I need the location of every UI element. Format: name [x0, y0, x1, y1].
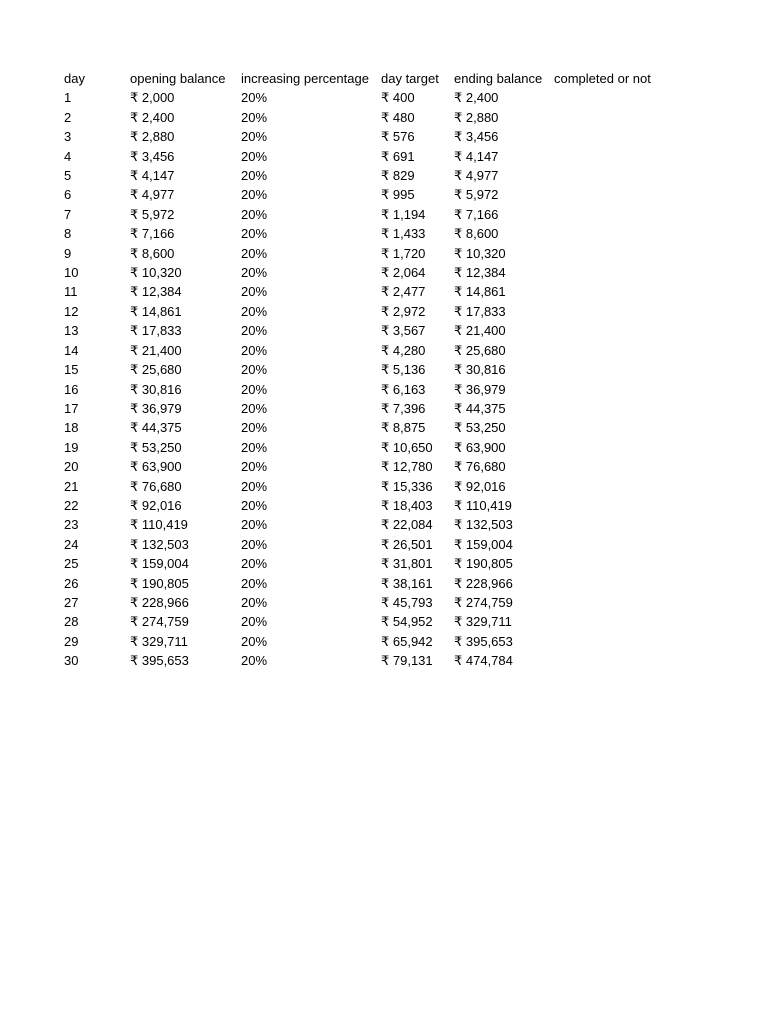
cell-day-target: ₹ 10,650 [381, 439, 433, 455]
cell-completed-or-not [554, 321, 694, 340]
table-row [64, 321, 694, 340]
cell-ending-balance: ₹ 30,816 [454, 362, 506, 378]
cell-increasing-percentage: 20% [241, 265, 268, 281]
cell-increasing-percentage: 20% [241, 536, 268, 552]
table-body [64, 88, 694, 670]
cell-increasing-percentage: 20% [241, 90, 268, 106]
cell-ending-balance: ₹ 7,166 [454, 206, 499, 222]
cell-day: 16 [64, 381, 79, 397]
cell-completed-or-not [554, 205, 694, 224]
cell-day-target: ₹ 3,567 [381, 323, 426, 339]
cell-opening-balance: ₹ 30,816 [130, 381, 182, 397]
cell-opening-balance: ₹ 5,972 [130, 206, 175, 222]
table-row [64, 496, 694, 515]
cell-day: 9 [64, 245, 72, 261]
cell-day: 15 [64, 362, 79, 378]
cell-completed-or-not [554, 651, 694, 670]
cell-day-target: ₹ 18,403 [381, 497, 433, 513]
cell-completed-or-not [554, 457, 694, 476]
cell-day-target: ₹ 1,433 [381, 226, 426, 242]
table-row [64, 185, 694, 204]
cell-opening-balance: ₹ 4,977 [130, 187, 175, 203]
cell-completed-or-not [554, 244, 694, 263]
table-row [64, 554, 694, 573]
cell-ending-balance: ₹ 92,016 [454, 478, 506, 494]
cell-ending-balance: ₹ 132,503 [454, 517, 513, 533]
cell-opening-balance: ₹ 329,711 [130, 633, 188, 649]
cell-increasing-percentage: 20% [241, 109, 268, 125]
cell-increasing-percentage: 20% [241, 497, 268, 513]
cell-ending-balance: ₹ 44,375 [454, 400, 506, 416]
cell-ending-balance: ₹ 14,861 [454, 284, 506, 300]
cell-day: 7 [64, 206, 72, 222]
cell-ending-balance: ₹ 159,004 [454, 536, 513, 552]
cell-opening-balance: ₹ 36,979 [130, 400, 182, 416]
cell-opening-balance: ₹ 2,000 [130, 90, 175, 106]
cell-day: 26 [64, 575, 79, 591]
cell-ending-balance: ₹ 190,805 [454, 556, 513, 572]
cell-completed-or-not [554, 88, 694, 107]
cell-increasing-percentage: 20% [241, 633, 268, 649]
cell-day: 24 [64, 536, 79, 552]
cell-completed-or-not [554, 185, 694, 204]
cell-completed-or-not [554, 147, 694, 166]
cell-increasing-percentage: 20% [241, 206, 268, 222]
cell-increasing-percentage: 20% [241, 245, 268, 261]
cell-completed-or-not [554, 360, 694, 379]
cell-day-target: ₹ 2,477 [381, 284, 426, 300]
cell-day: 20 [64, 459, 79, 475]
cell-ending-balance: ₹ 110,419 [454, 497, 512, 513]
cell-ending-balance: ₹ 395,653 [454, 633, 513, 649]
header-day: day [64, 71, 85, 86]
table-row [64, 418, 694, 437]
cell-opening-balance: ₹ 2,400 [130, 109, 175, 125]
cell-opening-balance: ₹ 274,759 [130, 614, 189, 630]
cell-ending-balance: ₹ 8,600 [454, 226, 499, 242]
cell-increasing-percentage: 20% [241, 517, 268, 533]
cell-ending-balance: ₹ 63,900 [454, 439, 506, 455]
cell-ending-balance: ₹ 10,320 [454, 245, 506, 261]
cell-day: 23 [64, 517, 79, 533]
table-row [64, 399, 694, 418]
cell-completed-or-not [554, 380, 694, 399]
cell-ending-balance: ₹ 76,680 [454, 459, 506, 475]
cell-increasing-percentage: 20% [241, 187, 268, 203]
cell-opening-balance: ₹ 3,456 [130, 148, 175, 164]
cell-completed-or-not [554, 263, 694, 282]
table-row [64, 651, 694, 670]
cell-increasing-percentage: 20% [241, 381, 268, 397]
cell-ending-balance: ₹ 2,880 [454, 109, 499, 125]
cell-completed-or-not [554, 418, 694, 437]
table-row [64, 108, 694, 127]
table-row [64, 612, 694, 631]
cell-increasing-percentage: 20% [241, 556, 268, 572]
table-row [64, 205, 694, 224]
cell-increasing-percentage: 20% [241, 594, 268, 610]
cell-opening-balance: ₹ 228,966 [130, 594, 189, 610]
cell-ending-balance: ₹ 3,456 [454, 129, 499, 145]
cell-day-target: ₹ 8,875 [381, 420, 426, 436]
cell-increasing-percentage: 20% [241, 439, 268, 455]
table-row [64, 166, 694, 185]
cell-opening-balance: ₹ 44,375 [130, 420, 182, 436]
cell-day: 1 [64, 90, 72, 106]
cell-completed-or-not [554, 477, 694, 496]
cell-day: 2 [64, 109, 72, 125]
cell-day-target: ₹ 4,280 [381, 342, 426, 358]
cell-day: 27 [64, 594, 79, 610]
cell-completed-or-not [554, 496, 694, 515]
cell-ending-balance: ₹ 228,966 [454, 575, 513, 591]
cell-increasing-percentage: 20% [241, 226, 268, 242]
cell-completed-or-not [554, 127, 694, 146]
table-row [64, 515, 694, 534]
cell-opening-balance: ₹ 7,166 [130, 226, 175, 242]
cell-completed-or-not [554, 515, 694, 534]
cell-opening-balance: ₹ 8,600 [130, 245, 175, 261]
cell-ending-balance: ₹ 474,784 [454, 653, 513, 669]
cell-opening-balance: ₹ 159,004 [130, 556, 189, 572]
cell-ending-balance: ₹ 17,833 [454, 303, 506, 319]
cell-day: 29 [64, 633, 79, 649]
table-row [64, 244, 694, 263]
cell-opening-balance: ₹ 25,680 [130, 362, 182, 378]
cell-day-target: ₹ 400 [381, 90, 415, 106]
cell-day-target: ₹ 79,131 [381, 653, 433, 669]
cell-ending-balance: ₹ 274,759 [454, 594, 513, 610]
cell-completed-or-not [554, 282, 694, 301]
table-row [64, 263, 694, 282]
cell-opening-balance: ₹ 21,400 [130, 342, 182, 358]
cell-day: 17 [64, 400, 79, 416]
cell-opening-balance: ₹ 395,653 [130, 653, 189, 669]
cell-day-target: ₹ 2,064 [381, 265, 426, 281]
cell-day-target: ₹ 65,942 [381, 633, 433, 649]
cell-day: 6 [64, 187, 72, 203]
cell-day: 22 [64, 497, 79, 513]
cell-ending-balance: ₹ 4,977 [454, 168, 499, 184]
table-row [64, 127, 694, 146]
cell-completed-or-not [554, 593, 694, 612]
cell-increasing-percentage: 20% [241, 459, 268, 475]
cell-day: 5 [64, 168, 72, 184]
cell-increasing-percentage: 20% [241, 614, 268, 630]
cell-increasing-percentage: 20% [241, 148, 268, 164]
cell-increasing-percentage: 20% [241, 420, 268, 436]
table-row [64, 438, 694, 457]
cell-increasing-percentage: 20% [241, 575, 268, 591]
cell-day-target: ₹ 995 [381, 187, 415, 203]
cell-opening-balance: ₹ 4,147 [130, 168, 175, 184]
cell-day: 13 [64, 323, 79, 339]
cell-day: 4 [64, 148, 72, 164]
cell-day-target: ₹ 5,136 [381, 362, 426, 378]
cell-day: 18 [64, 420, 79, 436]
cell-completed-or-not [554, 341, 694, 360]
cell-day: 3 [64, 129, 72, 145]
cell-day: 12 [64, 303, 79, 319]
cell-ending-balance: ₹ 4,147 [454, 148, 499, 164]
cell-day: 28 [64, 614, 79, 630]
cell-day-target: ₹ 1,720 [381, 245, 426, 261]
cell-increasing-percentage: 20% [241, 323, 268, 339]
cell-opening-balance: ₹ 14,861 [130, 303, 182, 319]
table-row [64, 457, 694, 476]
cell-completed-or-not [554, 399, 694, 418]
cell-opening-balance: ₹ 53,250 [130, 439, 182, 455]
cell-ending-balance: ₹ 12,384 [454, 265, 506, 281]
cell-completed-or-not [554, 166, 694, 185]
cell-opening-balance: ₹ 12,384 [130, 284, 182, 300]
cell-increasing-percentage: 20% [241, 342, 268, 358]
cell-day-target: ₹ 38,161 [381, 575, 433, 591]
cell-increasing-percentage: 20% [241, 284, 268, 300]
table-row [64, 341, 694, 360]
cell-completed-or-not [554, 632, 694, 651]
cell-day-target: ₹ 829 [381, 168, 415, 184]
cell-day: 8 [64, 226, 72, 242]
cell-opening-balance: ₹ 76,680 [130, 478, 182, 494]
table-row [64, 380, 694, 399]
cell-day-target: ₹ 15,336 [381, 478, 433, 494]
cell-ending-balance: ₹ 5,972 [454, 187, 499, 203]
cell-completed-or-not [554, 574, 694, 593]
table-row [64, 282, 694, 301]
cell-increasing-percentage: 20% [241, 653, 268, 669]
cell-completed-or-not [554, 108, 694, 127]
cell-day: 25 [64, 556, 79, 572]
cell-opening-balance: ₹ 2,880 [130, 129, 175, 145]
cell-completed-or-not [554, 535, 694, 554]
cell-day-target: ₹ 2,972 [381, 303, 426, 319]
cell-opening-balance: ₹ 63,900 [130, 459, 182, 475]
cell-ending-balance: ₹ 329,711 [454, 614, 512, 630]
spreadsheet-printout [64, 69, 744, 671]
cell-ending-balance: ₹ 2,400 [454, 90, 499, 106]
cell-day: 30 [64, 653, 79, 669]
cell-day: 11 [64, 284, 78, 300]
header-completed-or-not: completed or not [554, 71, 651, 86]
cell-increasing-percentage: 20% [241, 362, 268, 378]
cell-opening-balance: ₹ 17,833 [130, 323, 182, 339]
table-row [64, 147, 694, 166]
cell-day-target: ₹ 22,084 [381, 517, 433, 533]
cell-day-target: ₹ 26,501 [381, 536, 433, 552]
cell-day-target: ₹ 54,952 [381, 614, 433, 630]
table-row [64, 477, 694, 496]
cell-day-target: ₹ 1,194 [381, 206, 426, 222]
cell-day-target: ₹ 6,163 [381, 381, 426, 397]
cell-increasing-percentage: 20% [241, 478, 268, 494]
cell-completed-or-not [554, 224, 694, 243]
cell-day-target: ₹ 45,793 [381, 594, 433, 610]
cell-day-target: ₹ 691 [381, 148, 415, 164]
cell-ending-balance: ₹ 21,400 [454, 323, 506, 339]
cell-day-target: ₹ 7,396 [381, 400, 426, 416]
table-row [64, 632, 694, 651]
cell-opening-balance: ₹ 10,320 [130, 265, 182, 281]
cell-increasing-percentage: 20% [241, 303, 268, 319]
header-increasing-percentage: increasing percentage [241, 71, 369, 86]
cell-opening-balance: ₹ 132,503 [130, 536, 189, 552]
cell-opening-balance: ₹ 110,419 [130, 517, 188, 533]
cell-ending-balance: ₹ 36,979 [454, 381, 506, 397]
cell-day: 10 [64, 265, 79, 281]
cell-ending-balance: ₹ 53,250 [454, 420, 506, 436]
cell-opening-balance: ₹ 190,805 [130, 575, 189, 591]
cell-ending-balance: ₹ 25,680 [454, 342, 506, 358]
cell-day-target: ₹ 31,801 [381, 556, 433, 572]
table-row [64, 224, 694, 243]
table-row [64, 88, 694, 107]
cell-day-target: ₹ 12,780 [381, 459, 433, 475]
cell-day-target: ₹ 480 [381, 109, 415, 125]
table-row [64, 360, 694, 379]
cell-day: 21 [64, 478, 79, 494]
cell-opening-balance: ₹ 92,016 [130, 497, 182, 513]
balance-table [64, 69, 694, 671]
cell-completed-or-not [554, 302, 694, 321]
cell-day: 14 [64, 342, 79, 358]
header-day-target: day target [381, 71, 439, 86]
header-ending-balance: ending balance [454, 71, 543, 86]
header-opening-balance: opening balance [130, 71, 226, 86]
table-row [64, 302, 694, 321]
cell-day: 19 [64, 439, 79, 455]
table-row [64, 535, 694, 554]
table-row [64, 593, 694, 612]
cell-completed-or-not [554, 438, 694, 457]
cell-increasing-percentage: 20% [241, 129, 268, 145]
cell-completed-or-not [554, 612, 694, 631]
table-row [64, 574, 694, 593]
header-row [64, 69, 694, 88]
cell-day-target: ₹ 576 [381, 129, 415, 145]
cell-completed-or-not [554, 554, 694, 573]
cell-increasing-percentage: 20% [241, 400, 268, 416]
cell-increasing-percentage: 20% [241, 168, 268, 184]
